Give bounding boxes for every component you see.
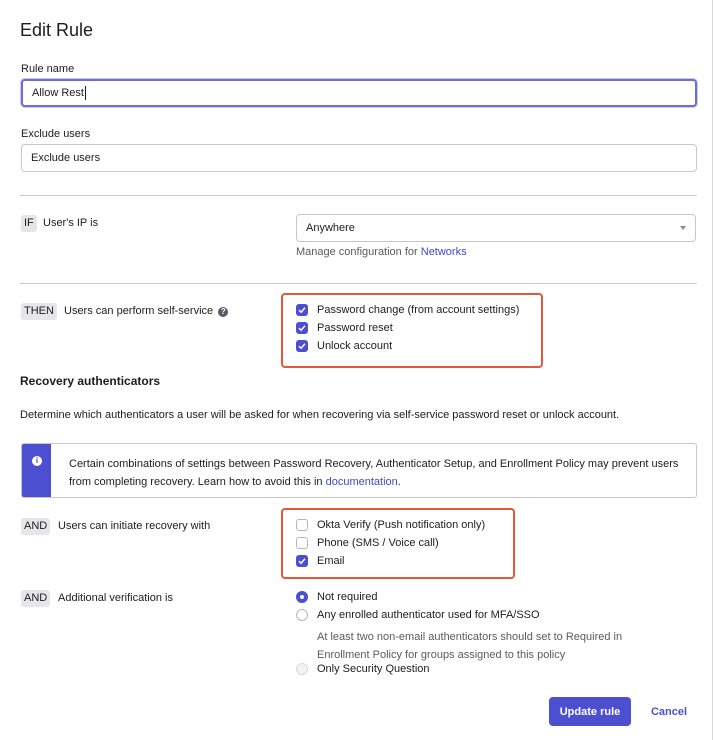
callout-end: . <box>397 476 401 488</box>
rule-name-input[interactable] <box>21 79 697 107</box>
note-line: At least two non-email authenticators should set to Required in <box>317 631 623 643</box>
verification-radio <box>296 663 430 675</box>
verification-note <box>317 628 622 664</box>
checkbox-checked[interactable] <box>296 322 308 334</box>
then-condition-text: Users can perform self-service <box>64 305 214 317</box>
callout-text <box>69 455 689 491</box>
exclude-users-input[interactable] <box>21 144 697 172</box>
help-icon[interactable]: ? <box>218 307 228 317</box>
exclude-users-placeholder: Exclude users <box>31 152 101 164</box>
divider <box>20 195 697 196</box>
exclude-users-label: Exclude users <box>21 128 91 140</box>
recovery-option[interactable] <box>296 537 439 549</box>
documentation-link[interactable]: documentation <box>325 476 398 488</box>
self-service-option[interactable] <box>296 304 519 316</box>
manage-networks-prefix: Manage configuration for <box>296 246 418 258</box>
callout-accent-bar <box>22 444 51 497</box>
verification-radio[interactable] <box>296 591 378 603</box>
self-service-option[interactable] <box>296 322 393 334</box>
self-service-option[interactable] <box>296 340 392 352</box>
info-icon: i <box>32 456 42 466</box>
verification-radio[interactable] <box>296 609 540 621</box>
networks-link[interactable]: Networks <box>420 246 467 258</box>
if-tag: IF <box>21 215 37 232</box>
then-condition <box>64 305 228 317</box>
then-tag: THEN <box>21 303 57 320</box>
and-verification-text: Additional verification is <box>58 592 173 604</box>
checkbox-checked[interactable] <box>296 340 308 352</box>
checkbox-unchecked[interactable] <box>296 519 308 531</box>
checkbox-checked[interactable] <box>296 555 308 567</box>
option-label: Okta Verify (Push notification only) <box>317 519 486 531</box>
dialog-title: Edit Rule <box>20 20 94 40</box>
radio-selected[interactable] <box>296 591 308 603</box>
option-label: Not required <box>317 591 378 603</box>
option-label: Email <box>317 555 345 567</box>
network-select-value: Anywhere <box>306 222 355 234</box>
and-tag: AND <box>21 518 50 535</box>
recovery-description: Determine which authenticators a user will be asked for when recovering via self-service password reset or unlock account. <box>20 409 620 421</box>
if-condition-text: User's IP is <box>43 217 99 229</box>
recovery-option[interactable] <box>296 519 485 531</box>
manage-networks-text <box>296 246 467 258</box>
note-line: Enrollment Policy for groups assigned to this policy <box>317 649 566 661</box>
callout-message: Certain combinations of settings between Password Recovery, Authenticator Setup, and Enrollment Policy may prevent users from completing recovery. Learn how to avoid this in <box>69 458 679 488</box>
and-tag: AND <box>21 590 50 607</box>
rule-name-value: Allow Rest <box>32 87 84 99</box>
option-label: Unlock account <box>317 340 393 352</box>
recovery-option[interactable] <box>296 555 345 567</box>
info-callout <box>21 443 697 498</box>
option-label: Phone (SMS / Voice call) <box>317 537 439 549</box>
option-label: Any enrolled authenticator used for MFA/SSO <box>317 609 540 621</box>
and-recovery-text: Users can initiate recovery with <box>58 520 211 532</box>
recovery-heading: Recovery authenticators <box>20 374 161 388</box>
checkbox-checked[interactable] <box>296 304 308 316</box>
radio-disabled <box>296 663 308 675</box>
checkbox-unchecked[interactable] <box>296 537 308 549</box>
network-select[interactable] <box>296 214 696 242</box>
update-rule-button[interactable]: Update rule <box>549 697 631 726</box>
option-label: Only Security Question <box>317 663 430 675</box>
option-label: Password reset <box>317 322 393 334</box>
divider <box>20 283 697 284</box>
chevron-down-icon <box>680 226 686 230</box>
radio-unselected[interactable] <box>296 609 308 621</box>
cancel-button[interactable]: Cancel <box>650 705 688 718</box>
option-label: Password change (from account settings) <box>317 304 520 316</box>
rule-name-label: Rule name <box>21 63 75 75</box>
